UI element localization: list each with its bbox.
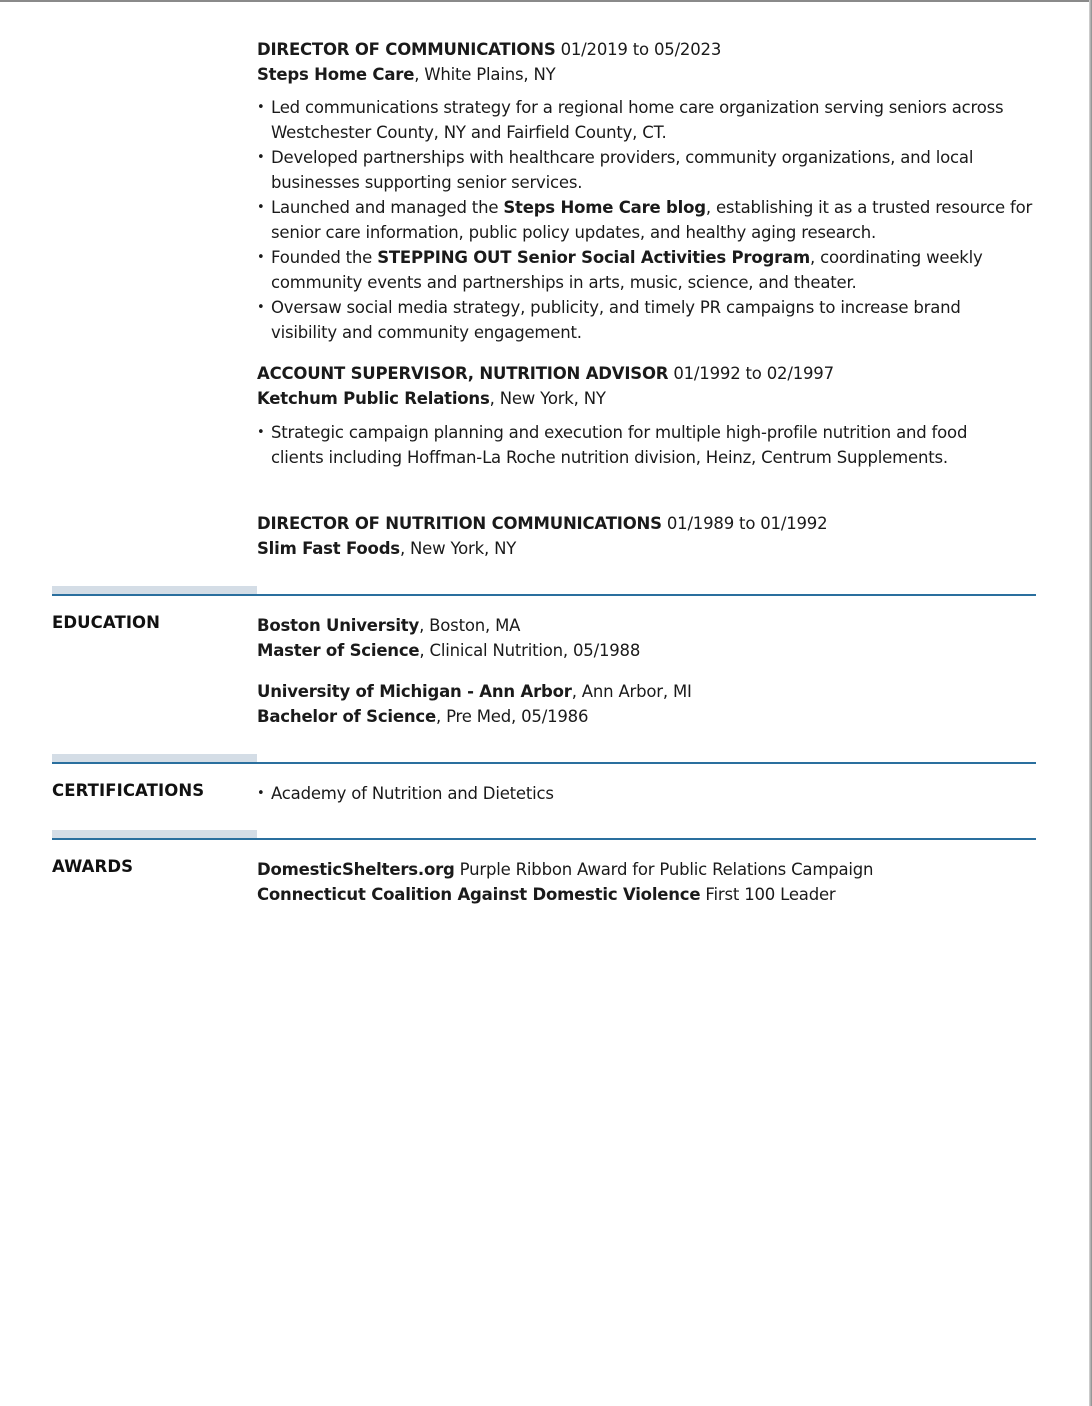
job-location: , White Plains, NY — [414, 65, 556, 84]
job-entry — [257, 361, 1047, 470]
bullet-item — [257, 195, 1047, 245]
section-label-bar — [52, 586, 257, 594]
job-company: Ketchum Public Relations — [257, 389, 490, 408]
bullet-bold: STEPPING OUT Senior Social Activities Program — [377, 248, 810, 267]
bullet-text-cont: senior care information, public policy updates, and healthy aging research. — [271, 223, 877, 242]
section-label-certifications: CERTIFICATIONS — [52, 781, 205, 800]
job-title: DIRECTOR OF COMMUNICATIONS — [257, 40, 556, 59]
degree-name: Bachelor of Science — [257, 707, 436, 726]
school-location: , Ann Arbor, MI — [571, 682, 692, 701]
job-dates: 01/1989 to 01/1992 — [661, 514, 828, 533]
job-company: Steps Home Care — [257, 65, 415, 84]
section-label-education: EDUCATION — [52, 613, 161, 632]
job-bullets — [257, 95, 1047, 345]
award-org: Connecticut Coalition Against Domestic Violence — [257, 885, 701, 904]
bullet-text-cont: community events and partnerships in arts, music, science, and theater. — [271, 273, 857, 292]
bullet-text: Led communications strategy for a regional home care organization serving seniors across — [271, 98, 1004, 117]
school-name: University of Michigan - Ann Arbor — [257, 682, 572, 701]
degree-detail: , Clinical Nutrition, 05/1988 — [419, 641, 641, 660]
certifications-list — [257, 781, 1047, 806]
job-bullets — [257, 420, 1047, 470]
section-label-bar — [52, 754, 257, 762]
certification-item: • Academy of Nutrition and Dietetics — [257, 781, 1047, 806]
degree-name: Master of Science — [257, 641, 420, 660]
award-item — [257, 857, 1047, 882]
job-dates: 01/2019 to 05/2023 — [555, 40, 722, 59]
bullet-text-post: , coordinating weekly — [809, 248, 983, 267]
degree-detail: , Pre Med, 05/1986 — [436, 707, 589, 726]
education-degree — [257, 704, 1047, 729]
bullet-text: Strategic campaign planning and execution for multiple high-profile nutrition and food — [271, 423, 968, 442]
education-school — [257, 613, 1047, 638]
bullet-item — [257, 245, 1047, 295]
education-list — [257, 613, 1047, 729]
bullet-text-cont: Westchester County, NY and Fairfield County, CT. — [271, 123, 667, 142]
job-location: , New York, NY — [489, 389, 606, 408]
job-entry — [257, 37, 1047, 345]
job-title: DIRECTOR OF NUTRITION COMMUNICATIONS — [257, 514, 662, 533]
section-divider — [52, 594, 1036, 596]
section-label-bar — [52, 830, 257, 838]
award-name: Purple Ribbon Award for Public Relations Campaign — [454, 860, 874, 879]
award-item — [257, 882, 1047, 907]
bullet-text: Developed partnerships with healthcare providers, community organizations, and local — [271, 148, 974, 167]
bullet-bold: Steps Home Care blog — [503, 198, 706, 217]
awards-list — [257, 857, 1047, 907]
job-title: ACCOUNT SUPERVISOR, NUTRITION ADVISOR — [257, 364, 669, 383]
bullet-item — [257, 420, 1047, 470]
bullet-text: Launched and managed the — [271, 198, 504, 217]
bullet-text-post: , establishing it as a trusted resource for — [705, 198, 1033, 217]
job-location: , New York, NY — [399, 539, 517, 558]
bullet-item — [257, 295, 1047, 345]
bullet-text-cont: businesses supporting senior services. — [271, 173, 583, 192]
school-name: Boston University — [257, 616, 420, 635]
bullet-text-cont: visibility and community engagement. — [271, 323, 582, 342]
education-degree — [257, 638, 1047, 663]
bullet-text: Oversaw social media strategy, publicity, and timely PR campaigns to increase brand — [271, 298, 961, 317]
certification-bullets — [257, 781, 1047, 806]
bullet-item — [257, 145, 1047, 195]
bullet-text-cont: clients including Hoffman-La Roche nutrition division, Heinz, Centrum Supplements. — [271, 448, 948, 467]
job-company-line — [257, 536, 1047, 561]
section-label-awards: AWARDS — [52, 857, 134, 876]
section-divider — [52, 838, 1036, 840]
bullet-text: Founded the — [271, 248, 378, 267]
job-dates: 01/1992 to 02/1997 — [668, 364, 834, 383]
job-header — [257, 37, 1047, 62]
job-company-line — [257, 62, 1047, 87]
award-name: First 100 Leader — [700, 885, 836, 904]
job-entry — [257, 511, 1047, 561]
job-header — [257, 511, 1047, 536]
school-location: , Boston, MA — [419, 616, 521, 635]
section-divider — [52, 762, 1036, 764]
job-company-line — [257, 386, 1047, 411]
award-org: DomesticShelters.org — [257, 860, 455, 879]
bullet-item — [257, 95, 1047, 145]
education-school — [257, 679, 1047, 704]
job-header — [257, 361, 1047, 386]
job-company: Slim Fast Foods — [257, 539, 400, 558]
page-top-border — [0, 0, 1092, 2]
